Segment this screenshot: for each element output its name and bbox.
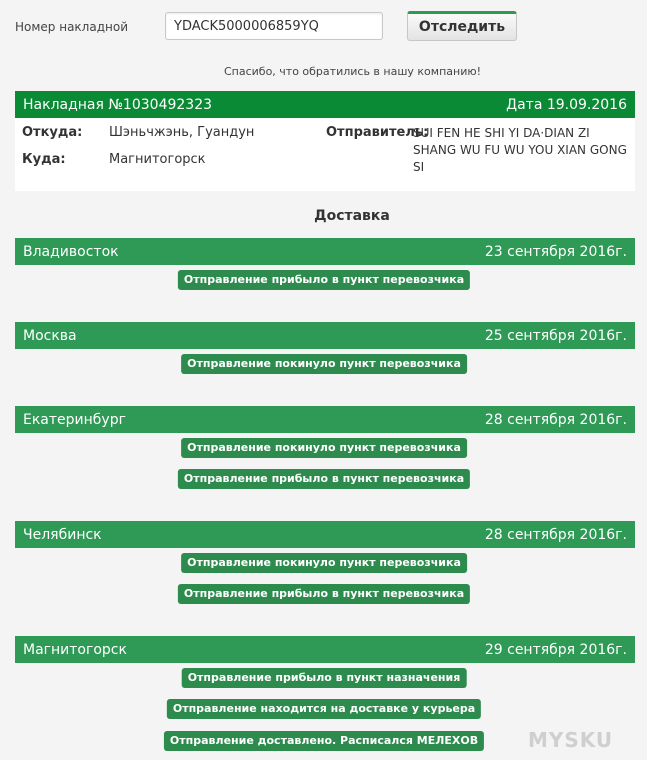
to-label: Куда:	[22, 152, 66, 167]
status-badge: Отправление прибыло в пункт перевозчика	[178, 270, 470, 290]
delivery-title: Доставка	[314, 208, 390, 224]
waybill-number-input[interactable]	[165, 12, 383, 40]
status-badge: Отправление прибыло в пункт перевозчика	[178, 469, 470, 489]
stop-header	[15, 238, 635, 265]
stop-date: 28 сентября 2016г.	[484, 411, 627, 428]
status-badge: Отправление покинуло пункт перевозчика	[181, 553, 467, 573]
stop-city: Екатеринбург	[23, 411, 126, 428]
stop-date: 25 сентября 2016г.	[484, 327, 627, 344]
stop-city: Владивосток	[23, 243, 119, 260]
waybill-date: Дата 19.09.2016	[506, 96, 627, 113]
status-badge: Отправление покинуло пункт перевозчика	[181, 354, 467, 374]
mysku-watermark: MYSKU	[528, 728, 614, 752]
from-value: Шэньчжэнь, Гуандун	[109, 125, 255, 140]
status-badge: Отправление находится на доставке у курьера	[167, 699, 481, 719]
stop-header	[15, 322, 635, 349]
waybill-header	[15, 91, 635, 118]
sender-label: Отправитель:	[326, 125, 429, 140]
status-badge: Отправление прибыло в пункт перевозчика	[178, 584, 470, 604]
stop-header	[15, 636, 635, 663]
stop-date: 23 сентября 2016г.	[484, 243, 627, 260]
stop-city: Челябинск	[23, 526, 102, 543]
stop-header	[15, 406, 635, 433]
from-label: Откуда:	[22, 125, 83, 140]
track-button[interactable]: Отследить	[407, 11, 517, 41]
waybill-number-label: Номер накладной	[15, 20, 128, 34]
waybill-title: Накладная №1030492323	[23, 96, 213, 113]
stop-city: Москва	[23, 327, 77, 344]
stop-header	[15, 521, 635, 548]
stop-date: 28 сентября 2016г.	[484, 526, 627, 543]
status-badge: Отправление прибыло в пункт назначения	[182, 668, 467, 688]
status-badge: Отправление покинуло пункт перевозчика	[181, 438, 467, 458]
thanks-message: Спасибо, что обратились в нашу компанию!	[223, 65, 482, 78]
waybill-info	[15, 118, 635, 191]
stop-city: Магнитогорск	[23, 641, 127, 658]
status-badge: Отправление доставлено. Расписался МЕЛЕХОВ	[164, 731, 484, 751]
stop-date: 29 сентября 2016г.	[484, 641, 627, 658]
sender-value: SUI FEN HE SHI YI DA·DIAN ZI SHANG WU FU WU YOU XIAN GONG SI	[413, 126, 627, 174]
to-value: Магнитогорск	[109, 152, 206, 167]
